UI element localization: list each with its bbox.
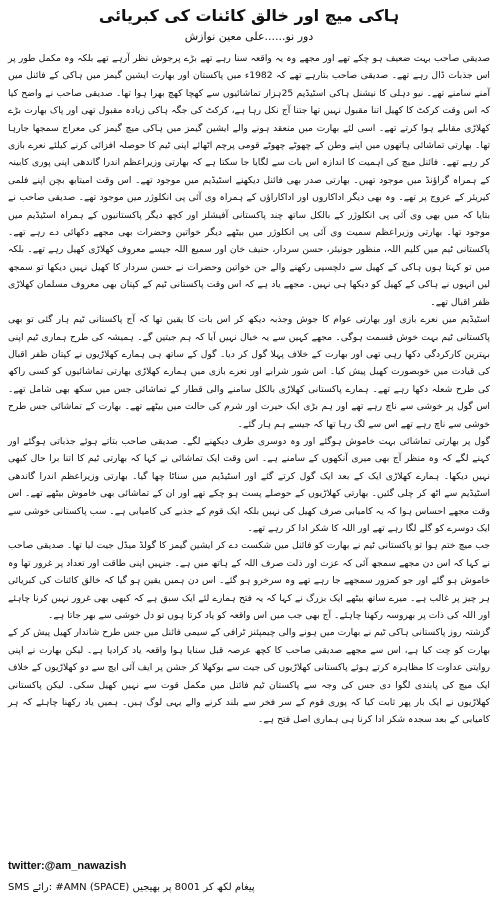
article-title: ہاکی میچ اور خالق کائنات کی کبریائی [98, 6, 400, 25]
article-paragraph: جب میچ ختم ہوا تو پاکستانی ٹیم نے بھارت کو فائنل میں شکست دے کر ایشین گیمز کا گولڈ میڈل جیت لیا تھا۔ صدیقی صاحب نے کہا کہ اس دن مجھے سمجھ آئی کہ عزت اور ذلت صرف اللہ کے ہاتھ میں ہے۔ جنہیں اپنی طاقت اور تعداد پر غرور تھا وہ خاموش ہو گئے اور جو کمزور سمجھے جا رہے تھے وہ سرخرو ہو گئے۔ اس دن ہمیں یقین ہو گیا کہ خالق کائنات کی کبریائی ہر چیز پر غالب ہے۔ میرے ساتھ بیٹھے ایک بزرگ نے کہا کہ یہ فتح ہمارے لئے ایک سبق ہے کہ کبھی بھی غرور نہیں کرنا چاہئے اور اللہ کی ذات پر بھروسہ رکھنا چاہئے۔ آج بھی جب میں اس واقعہ کو یاد کرتا ہوں تو دل خوشی سے بھر جاتا ہے۔ [8, 540, 490, 621]
article-paragraph: گول پر بھارتی تماشائی بہت خاموش ہوگئے اور وہ دوسری طرف دیکھنے لگے۔ صدیقی صاحب بتاتے ہوئے جذباتی ہوگئے اور کہنے لگے کہ وہ منظر آج بھی میری آنکھوں کے سامنے ہے۔ اس وقت ایک تماشائی نے کہا کہ بھارتی ٹیم کا اتنا برا حال کبھی نہیں دیکھا۔ ہمارے کھلاڑی ایک کے بعد ایک گول کرتے گئے اور اسٹیڈیم میں سناٹا چھا گیا۔ بھارتی وزیراعظم اندرا گاندھی اسٹیڈیم سے اٹھ کر چلی گئیں۔ بھارتی کھلاڑیوں کے حوصلے پست ہو چکے تھے اور ان کے تماشائی بھی خاموش بیٹھے تھے۔ اس وقت مجھے احساس ہوا کہ یہ کامیابی صرف کھیل کی نہیں بلکہ ایک قوم کے جذبے کی کامیابی ہے۔ سب پاکستانی خوشی سے ایک دوسرے کو گلے لگا رہے تھے اور اللہ کا شکر ادا کر رہے تھے۔ [8, 435, 490, 534]
article-paragraph: صدیقی صاحب بہت ضعیف ہو چکے تھے اور مجھے وہ یہ واقعہ سنا رہے تھے بڑے پرجوش نظر آرہے تھے بلکہ وہ مکمل طور پر اس جذبات ڈال رہے تھے۔ صدیقی صاحب بتارہے تھے کہ 1982ء میں پاکستان اور بھارت ایشین گیمز میں ہاکی کے فائنل میں آمنے سامنے تھے۔ نیو دہلی کا نیشنل ہاکی اسٹیڈیم 25ہزار تماشائیوں سے کھچا کھچ بھرا ہوا تھا۔ صدیقی صاحب نے واضح کیا کہ اس وقت کرکٹ کا کھیل اتنا مقبول نہیں تھا جتنا آج نکل رہا ہے، کرکٹ کی جگہ ہاکی زیادہ مقبول تھی اور پاک بھارت بڑے کھلاڑی مقابلے ہوا کرتے تھے۔ اسی لئے بھارت میں منعقد ہونے والے ایشین گیمز میں ہاکی میچ گیمز کی معراج سمجھا جارہا تھا۔ بھارتی تماشائی ہاتھوں میں اپنے وطن کے چھوٹے چھوٹے قومی پرچم اٹھائے اپنی ٹیم کا حوصلہ افزائی کرنے کیلئے نعرے بازی کر رہے تھے۔ فائنل میچ کی اہمیت کا اندازہ اس بات سے لگایا جا سکتا ہے کہ بھارتی وزیراعظم اندرا گاندھی اپنی پوری کابینہ کے ہمراہ گراؤنڈ میں موجود تھیں۔ بھارتی صدر بھی فائنل دیکھنے اسٹیڈیم میں موجود تھے۔ اس وقت امیتابھ بچن اپنے فلمی کیریئر کے عروج پر تھے۔ وہ بھی دیگر اداکاروں اور اداکاراؤں کے ہمراہ وی آئی پی انکلوژر میں موجود تھے۔ صدیقی صاحب نے بتایا کہ میں بھی وی آئی پی انکلوژر کے بالکل ساتھ چند پاکستانی آفیشلز اور کچھ دیگر پاکستانیوں کے ہمراہ اسٹیڈیم میں موجود تھا۔ بھارتی وزیراعظم سمیت وی آئی پی انکلوژر میں بیٹھے دیگر خواتین وحضرات بھی مجھے دکھائی دے رہے تھے۔ پاکستانی ٹیم میں کلیم اللہ، منظور جونیئر، حسن سردار، حنیف خان اور سمیع اللہ جیسے معروف کھلاڑی کھیل رہے تھے۔ بلکہ میں تو کہتا ہوں ہاکی کے کھیل سے دلچسپی رکھنے والے جن خواتین وحضرات نے حسن سردار کا کھیل نہیں دیکھا تو سمجھ لیں انہوں نے ہاکی کے کھیل کو دیکھا ہی نہیں۔ مجھے یاد ہے کہ اس وقت پاکستانی ٹیم کے کپتان بھی معروف مسلمان کھلاڑی ظفر اقبال تھے۔ [8, 53, 490, 308]
article-body [8, 50, 490, 729]
article-paragraph: اسٹیڈیم میں نعرے بازی اور بھارتی عوام کا جوش وجذبہ دیکھ کر اس بات کا یقین تھا کہ آج پاکستانی ٹیم ہار گئی تو بھی پاکستانی ٹیم بہت خوش قسمت ہوگی۔ مجھے کہیں سے یہ خیال نہیں آیا کہ ہم جیتیں گے۔ ہمیشہ کی طرح ہماری ٹیم اپنی بہترین کارکردگی دکھا رہی تھی اور بھارت کے خلاف پہلا گول کر دیا۔ گول کے ساتھ ہی ہمارے کھلاڑیوں نے کپتان ظفر اقبال کی قیادت میں خوبصورت کھیل پیش کیا۔ اس شور شرابے اور نعرے بازی میں ہمارے کھلاڑی بھارتی تماشائیوں کو کسی راکھ کی طرح شعلہ دکھا رہے تھے۔ ہمارے پاکستانی کھلاڑی بالکل سامنے والی قطار کے تماشائی جس میں سکھ بھی شامل تھے۔ اس گول پر خوشی سے ناچ رہے تھے اور ہم بڑی ایک حیرت اور شرم کی حالت میں بیٹھے تھے۔ بھارت کے تماشائی جس طرح خوشی سے ناچ رہے تھے اس سے لگ رہا تھا کہ جیسے ہم ہار گئے۔ [8, 314, 490, 430]
article-paragraph: گزشتہ روز پاکستانی ہاکی ٹیم نے بھارت میں ہونے والی چیمپئنز ٹرافی کے سیمی فائنل میں جس طرح شاندار کھیل پیش کر کے بھارت کو چت کیا ہے، اس سے مجھے صدیقی صاحب کا کچھ عرصہ قبل سنایا ہوا واقعہ یاد کرادیا ہے۔ لیکن بھارت نے اپنی روایتی عداوت کا مظاہرہ کرتے ہوئے پاکستانی کھلاڑیوں کی جیت سے بوکھلا کر جشن پر ایف آئی ایچ سے دو کھلاڑیوں کے خلاف ایک میچ کی پابندی لگوا دی جس کی وجہ سے پاکستان ٹیم فائنل میں مکمل قوت سے نہیں کھیل سکی۔ لیکن پاکستانی کھلاڑیوں نے ایک بار پھر ثابت کیا کہ پوری قوم کے سر فخر سے بلند کرنے والے یہی لوگ ہیں۔ ہمیں یاد رکھنا چاہئے کہ ہر کامیابی کے بعد سجدہ شکر ادا کرنا ہی ہماری اصل فتح ہے۔ [8, 627, 490, 726]
twitter-handle[interactable]: twitter:@am_nawazish [8, 860, 127, 872]
article-byline: دور نو......علی معین نوازش [184, 30, 314, 43]
sms-instructions: SMS رائے: #AMN (SPACE) پیغام لکھ کر 8001 پر بھیجیں [8, 882, 255, 893]
article-footer [8, 855, 490, 899]
